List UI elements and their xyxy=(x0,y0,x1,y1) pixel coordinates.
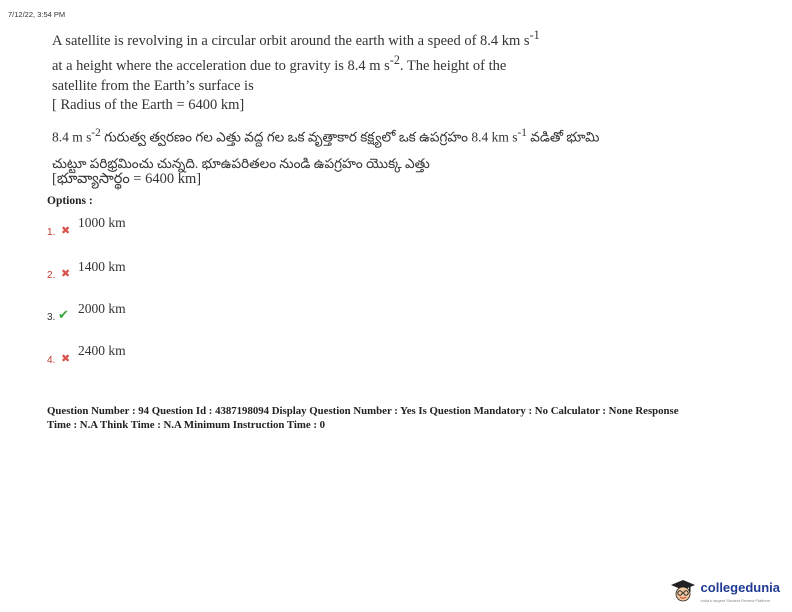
telugu-line-2: చుట్టూ పరిభ్రమించు చున్నది. భూఉపరితలం నుండి ఉపగ్రహం యొక్క ఎత్తు xyxy=(52,155,430,171)
option-4-number: 4. xyxy=(47,355,56,366)
collegedunia-logo xyxy=(669,578,780,604)
cross-icon: ✖ xyxy=(61,224,71,237)
option-3-text: 2000 km xyxy=(78,301,126,316)
question-line-1: A satellite is revolving in a circular orbit around the earth with a speed of 8.4 km $s^{-1}$ xyxy=(52,28,540,49)
logo-tagline: India's largest Student Review Platform xyxy=(700,598,771,603)
question-metadata xyxy=(47,404,767,432)
radius-note: [ Radius of the Earth = 6400 km] xyxy=(52,97,245,113)
telugu-radius-note: [భూవ్యాసార్థం = 6400 km] xyxy=(52,171,202,187)
check-icon: ✔ xyxy=(58,308,69,323)
cross-icon: ✖ xyxy=(61,267,71,280)
option-2-number: 2. xyxy=(47,270,56,281)
logo-wordmark xyxy=(701,579,780,603)
metadata-line-1: Question Number : 94 Question Id : 4387198094 Display Question Number : Yes Is Question Mandatory : No Calculator : None Response xyxy=(47,405,679,417)
option-1-number: 1. xyxy=(47,227,56,238)
question-line-2: at a height where the acceleration due to gravity is 8.4 m $s^{-2}$. The height of the xyxy=(52,53,507,75)
cross-icon: ✖ xyxy=(61,352,71,365)
option-4-text: 2400 km xyxy=(78,343,126,358)
timestamp: 7/12/22, 3:54 PM xyxy=(8,10,66,19)
question-text xyxy=(52,26,592,96)
options-label: Options : xyxy=(47,195,93,207)
question-line-3: satellite from the Earth’s surface is xyxy=(52,77,254,94)
logo-name: collegedunia xyxy=(700,580,780,595)
question-text-telugu xyxy=(52,120,612,177)
option-1-text: 1000 km xyxy=(78,215,126,230)
graduate-mascot-icon xyxy=(669,579,697,603)
telugu-line-1: 8.4 m $s^{-2}$ గురుత్వ త్వరణం గల ఎత్తు వద్ద గల ఒక వృత్తాకార కక్ష్యలో ఒక ఉపగ్రహం 8.4 km $s^{-1}$ వడితో భూమి xyxy=(52,127,600,145)
metadata-line-2: Time : N.A Think Time : N.A Minimum Instruction Time : 0 xyxy=(47,419,326,431)
option-3-number: 3. xyxy=(47,312,56,323)
option-2-text: 1400 km xyxy=(78,259,126,274)
